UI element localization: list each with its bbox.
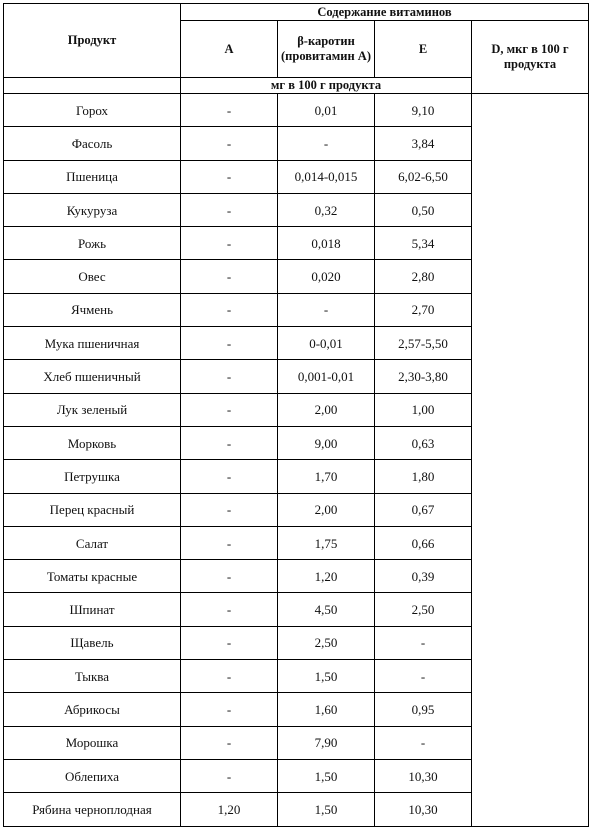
cell-product: Фасоль (4, 127, 181, 160)
cell-vitamin-a: - (181, 94, 278, 127)
cell-beta-carotene: 1,20 (278, 560, 375, 593)
cell-beta-carotene: 1,50 (278, 660, 375, 693)
cell-vitamin-d (472, 94, 589, 827)
header-vitamin-d: D, мкг в 100 г продукта (472, 21, 589, 94)
cell-vitamin-e: 2,50 (375, 593, 472, 626)
cell-vitamin-e: 0,39 (375, 560, 472, 593)
cell-beta-carotene: 0-0,01 (278, 327, 375, 360)
cell-vitamin-a: - (181, 726, 278, 759)
cell-beta-carotene: 1,60 (278, 693, 375, 726)
cell-product: Ячмень (4, 293, 181, 326)
header-product-spacer (4, 78, 181, 94)
cell-beta-carotene: 1,75 (278, 526, 375, 559)
cell-product: Пшеница (4, 160, 181, 193)
cell-product: Лук зеленый (4, 393, 181, 426)
cell-vitamin-a: - (181, 493, 278, 526)
cell-beta-carotene: 1,70 (278, 460, 375, 493)
cell-beta-carotene: 0,32 (278, 193, 375, 226)
cell-vitamin-e: 9,10 (375, 94, 472, 127)
cell-vitamin-a: - (181, 626, 278, 659)
table-body (4, 94, 589, 827)
cell-vitamin-e: - (375, 660, 472, 693)
cell-vitamin-a: - (181, 260, 278, 293)
cell-product: Томаты красные (4, 560, 181, 593)
cell-beta-carotene: 2,00 (278, 493, 375, 526)
cell-vitamin-a: - (181, 593, 278, 626)
cell-vitamin-e: 3,84 (375, 127, 472, 160)
cell-vitamin-a: - (181, 759, 278, 792)
vitamin-content-table (3, 3, 589, 827)
cell-vitamin-e: 1,00 (375, 393, 472, 426)
header-vitamin-a: А (181, 21, 278, 78)
cell-vitamin-e: 1,80 (375, 460, 472, 493)
cell-product: Мука пшеничная (4, 327, 181, 360)
cell-vitamin-e: 5,34 (375, 227, 472, 260)
cell-vitamin-a: - (181, 227, 278, 260)
cell-beta-carotene: - (278, 127, 375, 160)
cell-beta-carotene: 2,50 (278, 626, 375, 659)
cell-vitamin-a: - (181, 426, 278, 459)
header-vitamin-content: Содержание витаминов (181, 4, 589, 21)
cell-vitamin-e: 2,70 (375, 293, 472, 326)
cell-beta-carotene: 0,014-0,015 (278, 160, 375, 193)
cell-beta-carotene: 1,50 (278, 793, 375, 827)
cell-product: Хлеб пшеничный (4, 360, 181, 393)
cell-vitamin-a: - (181, 127, 278, 160)
cell-vitamin-a: - (181, 160, 278, 193)
cell-beta-carotene: 4,50 (278, 593, 375, 626)
cell-product: Морошка (4, 726, 181, 759)
cell-beta-carotene: 0,01 (278, 94, 375, 127)
cell-beta-carotene: 0,020 (278, 260, 375, 293)
table-row (4, 94, 589, 127)
cell-product: Тыква (4, 660, 181, 693)
cell-vitamin-e: 2,57-5,50 (375, 327, 472, 360)
cell-vitamin-e: 0,67 (375, 493, 472, 526)
cell-vitamin-a: - (181, 393, 278, 426)
header-product: Продукт (4, 4, 181, 78)
cell-beta-carotene: - (278, 293, 375, 326)
cell-vitamin-a: - (181, 327, 278, 360)
cell-vitamin-e: 0,95 (375, 693, 472, 726)
cell-product: Кукуруза (4, 193, 181, 226)
table-header (4, 4, 589, 94)
cell-product: Облепиха (4, 759, 181, 792)
cell-product: Щавель (4, 626, 181, 659)
cell-beta-carotene: 2,00 (278, 393, 375, 426)
header-units: мг в 100 г продукта (181, 78, 472, 94)
cell-vitamin-e: - (375, 726, 472, 759)
cell-vitamin-a: - (181, 660, 278, 693)
cell-vitamin-e: 6,02-6,50 (375, 160, 472, 193)
cell-vitamin-e: 2,80 (375, 260, 472, 293)
cell-vitamin-a: 1,20 (181, 793, 278, 827)
cell-vitamin-a: - (181, 560, 278, 593)
cell-vitamin-e: 10,30 (375, 759, 472, 792)
header-beta-carotene: β-каротин (провитамин А) (278, 21, 375, 78)
cell-product: Шпинат (4, 593, 181, 626)
cell-beta-carotene: 9,00 (278, 426, 375, 459)
cell-vitamin-a: - (181, 460, 278, 493)
cell-product: Морковь (4, 426, 181, 459)
cell-product: Петрушка (4, 460, 181, 493)
cell-vitamin-e: 2,30-3,80 (375, 360, 472, 393)
header-vitamin-e: Е (375, 21, 472, 78)
cell-product: Рябина черноплодная (4, 793, 181, 827)
cell-vitamin-a: - (181, 693, 278, 726)
cell-vitamin-e: 0,50 (375, 193, 472, 226)
cell-product: Овес (4, 260, 181, 293)
cell-beta-carotene: 0,018 (278, 227, 375, 260)
cell-vitamin-a: - (181, 360, 278, 393)
cell-vitamin-e: 10,30 (375, 793, 472, 827)
cell-vitamin-a: - (181, 193, 278, 226)
cell-product: Горох (4, 94, 181, 127)
cell-product: Рожь (4, 227, 181, 260)
cell-beta-carotene: 0,001-0,01 (278, 360, 375, 393)
cell-vitamin-e: - (375, 626, 472, 659)
cell-product: Перец красный (4, 493, 181, 526)
cell-vitamin-a: - (181, 526, 278, 559)
cell-vitamin-a: - (181, 293, 278, 326)
cell-vitamin-e: 0,66 (375, 526, 472, 559)
cell-beta-carotene: 1,50 (278, 759, 375, 792)
cell-vitamin-e: 0,63 (375, 426, 472, 459)
cell-product: Абрикосы (4, 693, 181, 726)
cell-product: Салат (4, 526, 181, 559)
cell-beta-carotene: 7,90 (278, 726, 375, 759)
